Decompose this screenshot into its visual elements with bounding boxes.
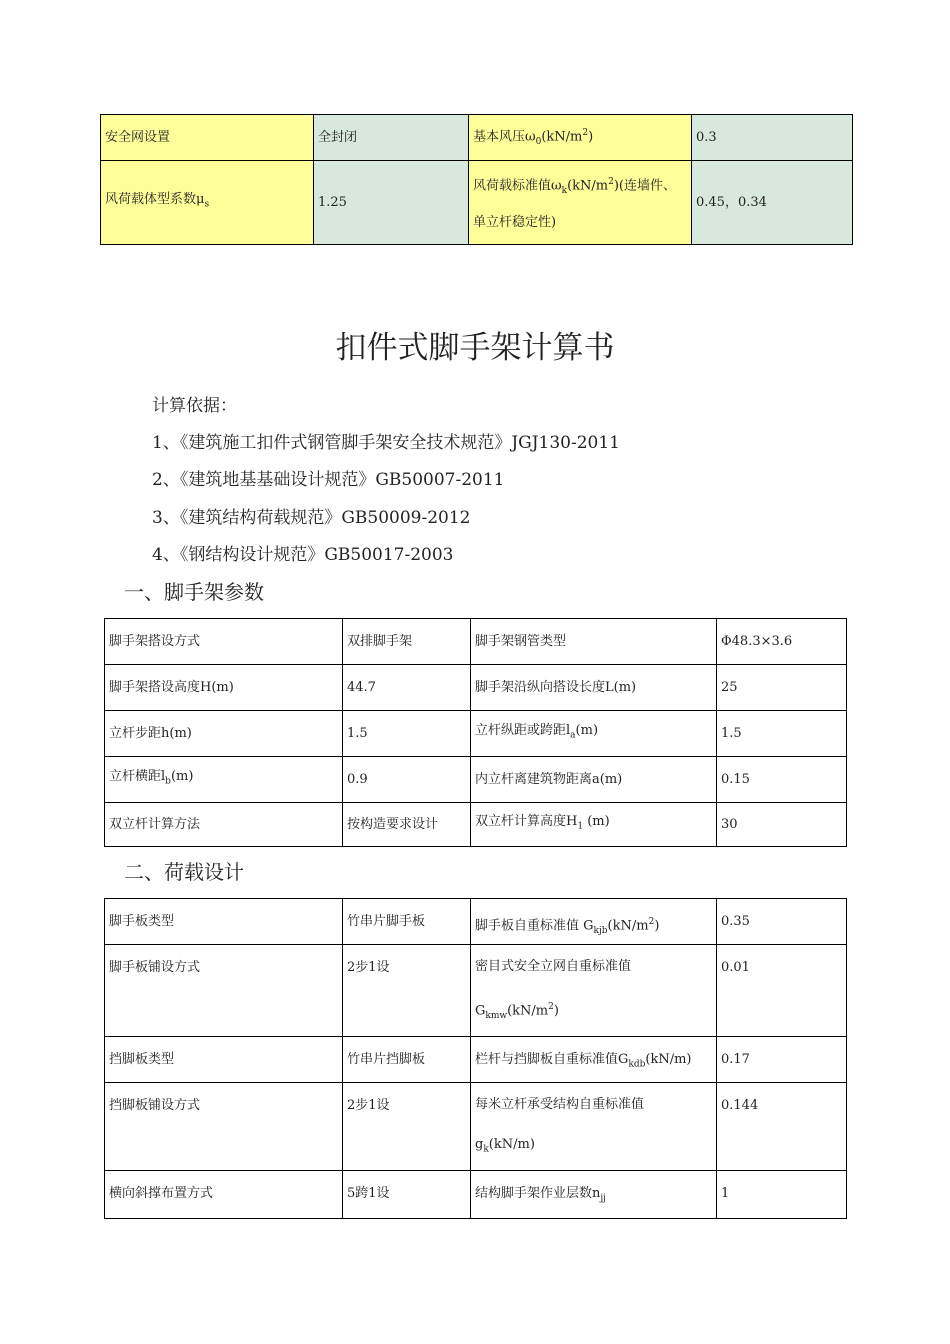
- basis-item: 3、《建筑结构荷载规范》GB50009-2012: [152, 508, 471, 528]
- cell-value: 0.3: [692, 115, 853, 161]
- cell-label: 脚手板类型: [105, 899, 343, 945]
- section-heading: 一、脚手架参数: [124, 580, 264, 604]
- cell-label: 脚手架钢管类型: [471, 619, 717, 665]
- cell-label: 安全网设置: [101, 115, 314, 161]
- cell-label: 立杆横距$l_b(m)$: [105, 757, 343, 803]
- cell-value: 1.25: [314, 161, 469, 245]
- cell-value: 0.144: [717, 1082, 847, 1170]
- cell-label: 风荷载标准值$\omega_k(kN/m^2)$(连墙件、 单立杆稳定性): [469, 161, 692, 245]
- cell-label: 双立杆计算方法: [105, 803, 343, 847]
- cell-value: 按构造要求设计: [343, 803, 471, 847]
- cell-label: 脚手架搭设方式: [105, 619, 343, 665]
- cell-value: 0.17: [717, 1036, 847, 1082]
- cell-value: 全封闭: [314, 115, 469, 161]
- cell-value: 2步1设: [343, 1082, 471, 1170]
- cell-label: 栏杆与挡脚板自重标准值$G_{kdb}(kN/m)$: [471, 1036, 717, 1082]
- cell-label: 挡脚板类型: [105, 1036, 343, 1082]
- cell-value: 5跨1设: [343, 1170, 471, 1218]
- cell-label: 风荷载体型系数$\mu_s$: [101, 161, 314, 245]
- scaffold-params-table: [104, 618, 847, 847]
- wind-load-table: [100, 114, 853, 245]
- basis-item: 2、《建筑地基基础设计规范》GB50007-2011: [152, 470, 505, 490]
- cell-value: 竹串片挡脚板: [343, 1036, 471, 1082]
- section-heading: 二、荷载设计: [124, 860, 244, 884]
- cell-label: 脚手架沿纵向搭设长度L(m): [471, 665, 717, 711]
- cell-label: 双立杆计算高度$H_1$ (m): [471, 803, 717, 847]
- cell-label: 结构脚手架作业层数$n_{jj}$: [471, 1170, 717, 1218]
- cell-label: 每米立杆承受结构自重标准值 $g_k(kN/m)$: [471, 1082, 717, 1170]
- page-title: 扣件式脚手架计算书: [335, 330, 615, 366]
- cell-label: 基本风压$\omega_0(kN/m^2)$: [469, 115, 692, 161]
- load-design-table: [104, 898, 847, 1219]
- cell-label: 脚手板铺设方式: [105, 945, 343, 1037]
- cell-value: 0.15: [717, 757, 847, 803]
- cell-value: 1.5: [343, 711, 471, 757]
- cell-value: 双排脚手架: [343, 619, 471, 665]
- cell-value: 30: [717, 803, 847, 847]
- cell-value: 25: [717, 665, 847, 711]
- basis-label: 计算依据：: [152, 396, 237, 416]
- cell-value: 44.7: [343, 665, 471, 711]
- cell-label: 立杆纵距或跨距$l_a(m)$: [471, 711, 717, 757]
- cell-value: 2步1设: [343, 945, 471, 1037]
- cell-label: 横向斜撑布置方式: [105, 1170, 343, 1218]
- cell-label: 内立杆离建筑物距离a(m): [471, 757, 717, 803]
- cell-label: 挡脚板铺设方式: [105, 1082, 343, 1170]
- cell-value: 竹串片脚手板: [343, 899, 471, 945]
- cell-value: 0.45，0.34: [692, 161, 853, 245]
- basis-item: 4、《钢结构设计规范》GB50017-2003: [152, 545, 454, 565]
- cell-label: 密目式安全立网自重标准值 $G_{kmw}(kN/m^2)$: [471, 945, 717, 1037]
- cell-value: 0.35: [717, 899, 847, 945]
- cell-label: 立杆步距h(m): [105, 711, 343, 757]
- cell-value: Φ48.3×3.6: [717, 619, 847, 665]
- cell-value: 0.01: [717, 945, 847, 1037]
- cell-value: 1.5: [717, 711, 847, 757]
- basis-item: 1、《建筑施工扣件式钢管脚手架安全技术规范》JGJ130-2011: [152, 433, 620, 453]
- cell-value: 0.9: [343, 757, 471, 803]
- cell-value: 1: [717, 1170, 847, 1218]
- cell-label: 脚手板自重标准值 $G_{kjb}(kN/m^2)$: [471, 899, 717, 945]
- cell-label: 脚手架搭设高度H(m): [105, 665, 343, 711]
